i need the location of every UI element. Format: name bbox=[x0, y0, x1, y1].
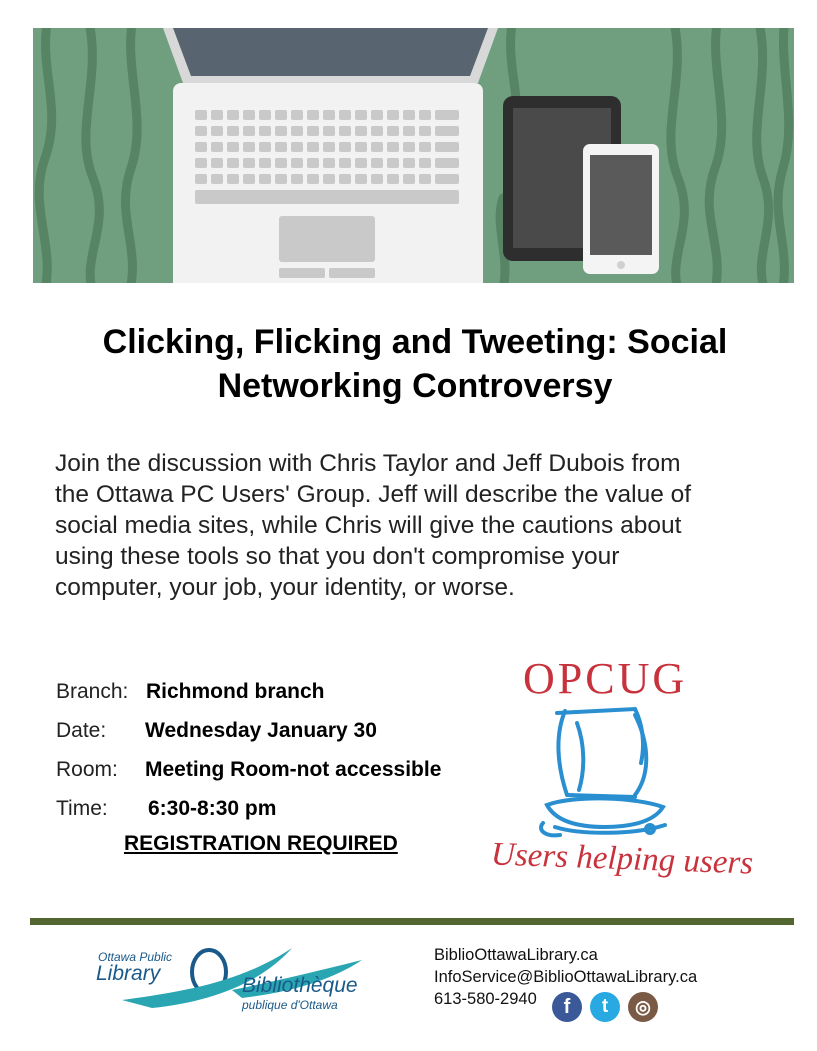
time-label: Time: bbox=[56, 797, 108, 820]
description-line: using these tools so that you don't compromise your bbox=[55, 543, 620, 570]
phone-number: 613-580-2940 bbox=[434, 990, 537, 1008]
library-name-fr-line-1: Bibliothèque bbox=[242, 974, 358, 997]
email-link[interactable]: InfoService@BiblioOttawaLibrary.ca bbox=[434, 968, 698, 986]
room-label: Room: bbox=[56, 758, 118, 781]
footer-divider bbox=[30, 918, 794, 925]
event-title-line-1: Clicking, Flicking and Tweeting: Social bbox=[102, 323, 728, 361]
facebook-icon[interactable]: f bbox=[552, 992, 582, 1022]
opcug-tagline: Users helping users bbox=[490, 836, 754, 882]
ottawa-public-library-logo bbox=[92, 942, 392, 1022]
twitter-icon[interactable]: t bbox=[590, 992, 620, 1022]
description-line: computer, your job, your identity, or worse. bbox=[55, 574, 515, 601]
detail-row-room bbox=[56, 754, 496, 793]
description-line: Join the discussion with Chris Taylor and Jeff Dubois from bbox=[55, 450, 681, 477]
description-line: the Ottawa PC Users' Group. Jeff will describe the value of bbox=[55, 481, 692, 508]
event-description bbox=[55, 448, 775, 603]
detail-row-branch bbox=[56, 676, 496, 715]
event-details bbox=[56, 676, 496, 832]
description-line: social media sites, while Chris will give the cautions about bbox=[55, 512, 682, 539]
library-name-en-line-2: Library bbox=[96, 962, 161, 985]
branch-label: Branch: bbox=[56, 680, 129, 703]
detail-row-time bbox=[56, 793, 496, 832]
website-link[interactable]: BiblioOttawaLibrary.ca bbox=[434, 946, 598, 964]
registration-required-notice: REGISTRATION REQUIRED bbox=[124, 832, 398, 855]
library-name-en-line-1: Ottawa Public bbox=[98, 950, 173, 964]
branch-value: Richmond branch bbox=[146, 680, 325, 703]
devices-illustration bbox=[33, 28, 794, 283]
date-label: Date: bbox=[56, 719, 107, 742]
room-value: Meeting Room-not accessible bbox=[145, 758, 442, 781]
opcug-logo bbox=[485, 645, 754, 890]
event-title-line-2: Networking Controversy bbox=[217, 367, 613, 405]
time-value: 6:30-8:30 pm bbox=[148, 797, 277, 820]
header-banner-image bbox=[33, 28, 794, 283]
date-value: Wednesday January 30 bbox=[145, 719, 377, 742]
instagram-icon[interactable]: ◎ bbox=[628, 992, 658, 1022]
opcug-logo-name: OPCUG bbox=[523, 654, 688, 703]
library-name-fr-line-2: publique d'Ottawa bbox=[242, 998, 338, 1012]
detail-row-date bbox=[56, 715, 496, 754]
event-title bbox=[40, 320, 790, 408]
